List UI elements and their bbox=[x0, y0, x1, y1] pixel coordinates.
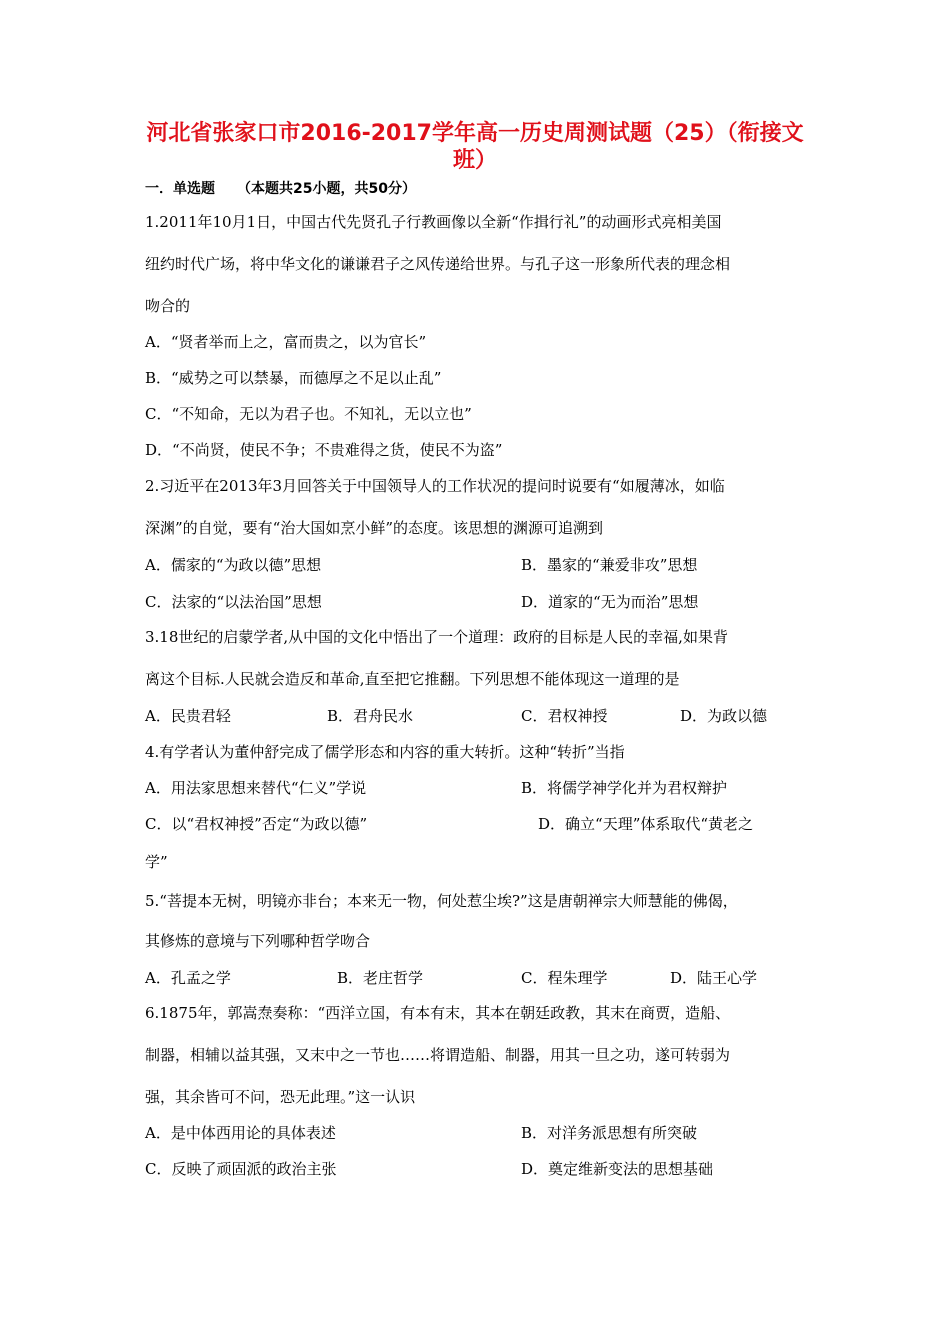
option-a[interactable]: A．“贤者举而上之，富而贵之，以为官长” bbox=[145, 333, 427, 351]
question-text-line: 6.1875年，郭嵩焘奏称：“西洋立国，有本有末，其本在朝廷政教，其末在商贾，造船、 bbox=[145, 1004, 731, 1022]
option-c[interactable]: C．反映了顽固派的政治主张 bbox=[145, 1160, 337, 1178]
option-d[interactable]: D．陆王心学 bbox=[670, 969, 758, 987]
option-c[interactable]: C．以“君权神授”否定“为政以德” bbox=[145, 815, 368, 833]
question-text-line: 离这个目标.人民就会造反和革命,直至把它推翻。下列思想不能体现这一道理的是 bbox=[145, 670, 680, 688]
question-text-line: 其修炼的意境与下列哪种哲学吻合 bbox=[145, 932, 371, 950]
option-b[interactable]: B．君舟民水 bbox=[327, 707, 414, 725]
page-title bbox=[120, 120, 830, 174]
question-text-line: 1.2011年10月1日，中国古代先贤孔子行教画像以全新“作揖行礼”的动画形式亮相美国 bbox=[145, 213, 722, 231]
option-d-continuation: 学” bbox=[145, 853, 168, 871]
question-text-line: 制器，相辅以益其强，又末中之一节也……将谓造船、制器，用其一旦之功，遂可转弱为 bbox=[145, 1046, 731, 1064]
option-a[interactable]: A．是中体西用论的具体表述 bbox=[145, 1124, 336, 1142]
question-text-line: 强，其余皆可不问，恐无此理。”这一认识 bbox=[145, 1088, 416, 1106]
section-note: （本题共25小题，共50分） bbox=[237, 181, 416, 197]
option-a[interactable]: A．儒家的“为政以德”思想 bbox=[145, 556, 322, 574]
question-text-line: 4.有学者认为董仲舒完成了儒学形态和内容的重大转折。这种“转折”当指 bbox=[145, 743, 625, 761]
option-d[interactable]: D．确立“天理”体系取代“黄老之 bbox=[538, 815, 754, 833]
option-d[interactable]: D．为政以德 bbox=[680, 707, 768, 725]
question-text-line: 2.习近平在2013年3月回答关于中国领导人的工作状况的提问时说要有“如履薄冰，如临 bbox=[145, 477, 725, 495]
option-b[interactable]: B．墨家的“兼爱非攻”思想 bbox=[521, 556, 698, 574]
option-b[interactable]: B．对洋务派思想有所突破 bbox=[521, 1124, 698, 1142]
option-a[interactable]: A．孔孟之学 bbox=[145, 969, 231, 987]
question-text-line: 5.“菩提本无树，明镜亦非台；本来无一物，何处惹尘埃?”这是唐朝禅宗大师慧能的佛偈， bbox=[145, 892, 738, 910]
title-line-2: 班） bbox=[452, 148, 497, 173]
option-b[interactable]: B．老庄哲学 bbox=[337, 969, 424, 987]
option-c[interactable]: C．法家的“以法治国”思想 bbox=[145, 593, 322, 611]
option-d[interactable]: D．奠定维新变法的思想基础 bbox=[521, 1160, 714, 1178]
option-b[interactable]: B．将儒学神学化并为君权辩护 bbox=[521, 779, 728, 797]
question-text-line: 吻合的 bbox=[145, 297, 191, 315]
section-heading bbox=[145, 178, 416, 198]
option-a[interactable]: A．用法家思想来替代“仁义”学说 bbox=[145, 779, 367, 797]
option-c[interactable]: C．君权神授 bbox=[521, 707, 608, 725]
title-line-1: 河北省张家口市2016-2017学年高一历史周测试题（25）（衔接文 bbox=[146, 121, 804, 146]
option-d[interactable]: D．“不尚贤，使民不争；不贵难得之货，使民不为盗” bbox=[145, 441, 503, 459]
option-d[interactable]: D．道家的“无为而治”思想 bbox=[521, 593, 699, 611]
option-c[interactable]: C．程朱理学 bbox=[521, 969, 608, 987]
question-text-line: 纽约时代广场，将中华文化的谦谦君子之风传递给世界。与孔子这一形象所代表的理念相 bbox=[145, 255, 731, 273]
section-title: 一．单选题 bbox=[145, 181, 215, 197]
option-b[interactable]: B．“威势之可以禁暴，而德厚之不足以止乱” bbox=[145, 369, 442, 387]
question-text-line: 3.18世纪的启蒙学者,从中国的文化中悟出了一个道理：政府的目标是人民的幸福,如果背 bbox=[145, 628, 728, 646]
question-text-line: 深渊”的自觉，要有“治大国如烹小鲜”的态度。该思想的渊源可追溯到 bbox=[145, 519, 604, 537]
option-a[interactable]: A．民贵君轻 bbox=[145, 707, 231, 725]
option-c[interactable]: C．“不知命，无以为君子也。不知礼，无以立也” bbox=[145, 405, 472, 423]
